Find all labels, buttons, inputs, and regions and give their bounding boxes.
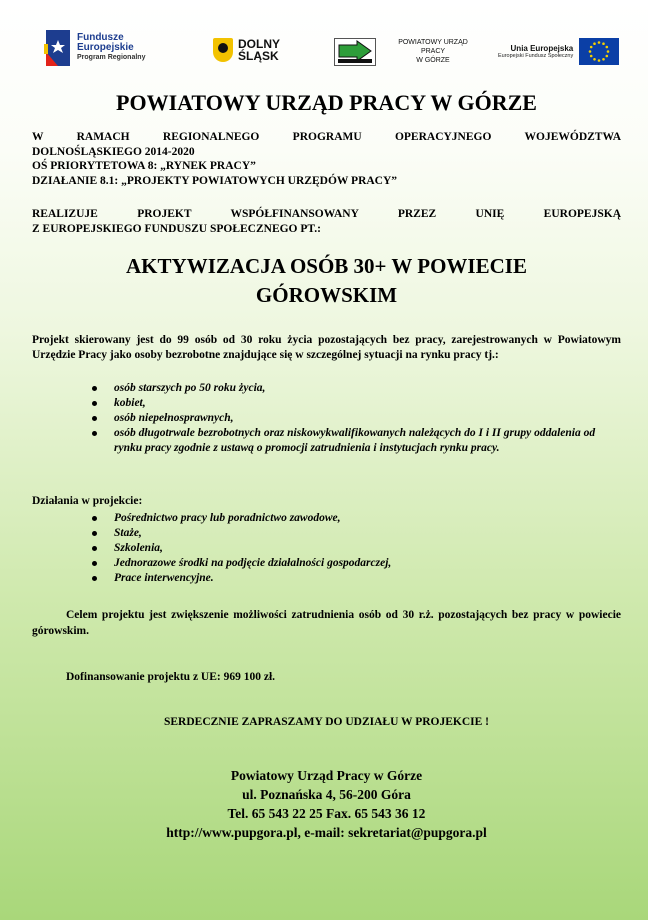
- action-text: Szkolenia,: [114, 542, 163, 554]
- pup-line2: PRACY: [420, 48, 446, 55]
- target-group-text: osób starszych po 50 roku życia,: [114, 382, 266, 394]
- pup-arrow-icon: [334, 38, 376, 66]
- target-group-text: kobiet,: [114, 397, 146, 409]
- actions-list: [92, 511, 612, 586]
- project-goal: Celem projektu jest zwiększenie możliwości zatrudnienia osób od 30 r.ż. pozostających bez pracy w powiecie górowskim.: [32, 609, 621, 637]
- bullet-icon: [92, 516, 97, 521]
- pup-line1: POWIATOWY URZĄD: [398, 39, 468, 46]
- office-web-email[interactable]: http://www.pupgora.pl, e-mail: sekretariat@pupgora.pl: [166, 825, 487, 840]
- unia-text: [498, 44, 573, 59]
- target-group-text: osób długotrwale bezrobotnych oraz niskowykwalifikowanych należących do I i II grupy oddalenia od rynku pracy zgodnie z ustawą o promocji zatrudnienia i instytucjach rynku pracy.: [114, 427, 596, 454]
- bullet-icon: [92, 431, 97, 436]
- actions-heading: Działania w projekcie:: [32, 495, 143, 507]
- priority-axis: OŚ PRIORYTETOWA 8: „RYNEK PRACY”: [32, 160, 256, 172]
- list-item: [92, 396, 612, 411]
- cofinancing-line2: Z EUROPEJSKIEGO FUNDUSZU SPOŁECZNEGO PT.:: [32, 222, 321, 235]
- office-address: ul. Poznańska 4, 56-200 Góra: [242, 787, 411, 802]
- unia-europejska-logo: [498, 38, 619, 65]
- project-title-line1: AKTYWIZACJA OSÓB 30+ W POWIECIE: [126, 254, 527, 278]
- action-text: Pośrednictwo pracy lub poradnictwo zawodowe,: [114, 512, 341, 524]
- program-info: [32, 130, 621, 188]
- bullet-icon: [92, 386, 97, 391]
- dolny-slask-logo: [213, 38, 280, 62]
- contact-footer: [32, 766, 621, 842]
- project-intro: Projekt skierowany jest do 99 osób od 30 roku życia pozostających bez pracy, zarejestrowanych w Powiatowym Urzędzie Pracy jako osoby bezrobotne znajdujące się w szczególnej sytuacji na rynku pracy tj.:: [32, 334, 621, 361]
- list-item: [92, 571, 612, 586]
- main-title: POWIATOWY URZĄD PRACY W GÓRZE: [116, 90, 537, 115]
- bullet-icon: [92, 546, 97, 551]
- fundusze-line3: Program Regionalny: [77, 54, 146, 61]
- action-text: Staże,: [114, 527, 142, 539]
- target-group-list: [92, 381, 612, 456]
- office-name: Powiatowy Urząd Pracy w Górze: [230, 768, 423, 783]
- dolny-slask-line1: DOLNY: [238, 37, 280, 51]
- list-item: [92, 381, 612, 396]
- unia-line1: Unia Europejska: [510, 44, 574, 53]
- cofinancing-line1: REALIZUJE PROJEKT WSPÓŁFINANSOWANY PRZEZ UNIĘ EUROPEJSKĄ: [32, 208, 621, 220]
- list-item: [92, 526, 612, 541]
- fundusze-line2: Europejskie: [77, 42, 134, 53]
- fundusze-europejskie-logo: [44, 30, 145, 66]
- program-line1: W RAMACH REGIONALNEGO PROGRAMU OPERACYJNEGO WOJEWÓDZTWA: [32, 131, 621, 143]
- bullet-icon: [92, 401, 97, 406]
- logo-bar: [0, 0, 648, 90]
- dolny-slask-text: [238, 38, 280, 62]
- list-item: [92, 556, 612, 571]
- pup-text: [388, 38, 478, 65]
- office-phone-fax: Tel. 65 543 22 25 Fax. 65 543 36 12: [227, 806, 426, 821]
- action-text: Jednorazowe środki na podjęcie działalności gospodarczej,: [114, 557, 392, 569]
- bullet-icon: [92, 576, 97, 581]
- eu-flag-icon: [579, 38, 619, 65]
- bullet-icon: [92, 416, 97, 421]
- list-item: [92, 411, 612, 426]
- action-measure: DZIAŁANIE 8.1: „PROJEKTY POWIATOWYCH URZĘDÓW PRACY”: [32, 174, 398, 187]
- bullet-icon: [92, 531, 97, 536]
- invitation: SERDECZNIE ZAPRASZAMY DO UDZIAŁU W PROJEKCIE !: [163, 716, 490, 728]
- program-line2: DOLNOŚLĄSKIEGO 2014-2020: [32, 145, 195, 158]
- dolny-slask-line2: ŚLĄSK: [238, 49, 279, 63]
- fundusze-text: [77, 33, 145, 63]
- list-item: [92, 426, 612, 456]
- pup-line3: W GÓRZE: [416, 57, 450, 64]
- fundusze-star-icon: [44, 30, 72, 66]
- project-title-line2: GÓROWSKIM: [255, 283, 398, 307]
- list-item: [92, 541, 612, 556]
- action-text: Prace interwencyjne.: [114, 572, 214, 584]
- funding-amount: Dofinansowanie projektu z UE: 969 100 zł.: [66, 671, 276, 683]
- project-title: [32, 252, 621, 310]
- target-group-text: osób niepełnosprawnych,: [114, 412, 234, 424]
- unia-line2: Europejski Fundusz Społeczny: [498, 53, 574, 59]
- fundusze-line1: Fundusze: [77, 32, 124, 43]
- list-item: [92, 511, 612, 526]
- bullet-icon: [92, 561, 97, 566]
- eagle-shield-icon: [213, 38, 233, 62]
- pup-logo: [334, 38, 376, 66]
- project-cofinancing: [32, 207, 621, 236]
